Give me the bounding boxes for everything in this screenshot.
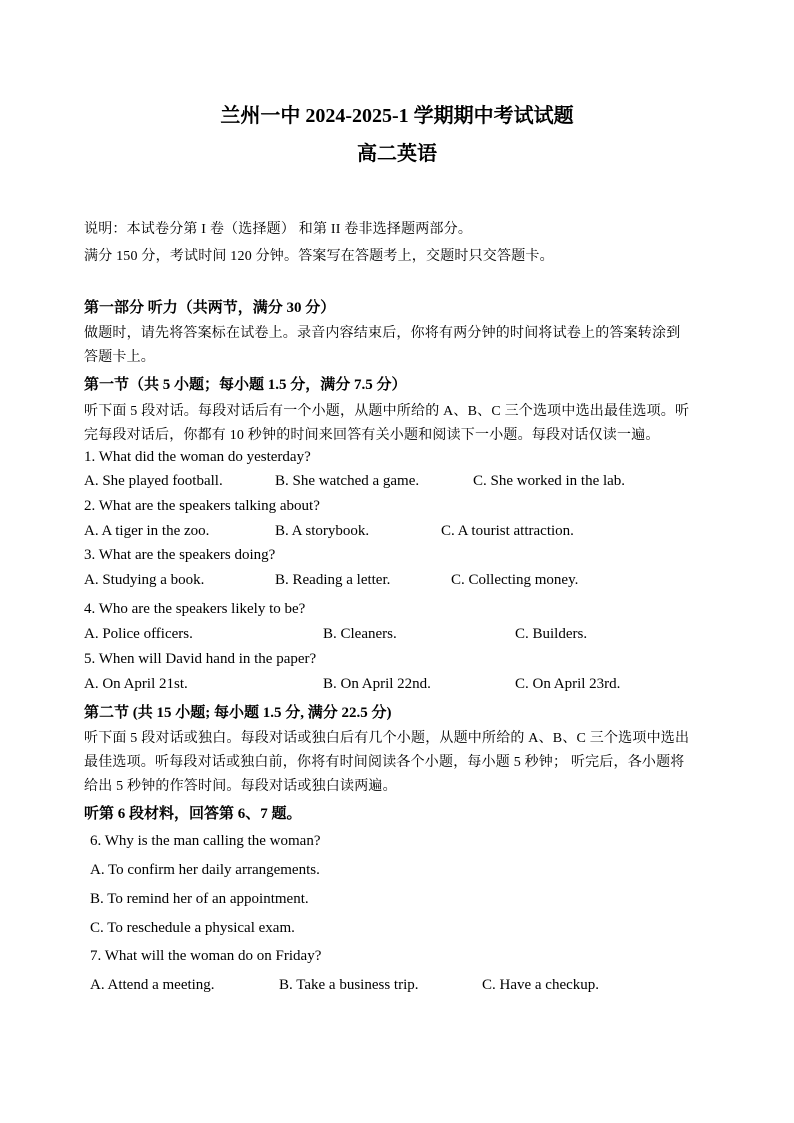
q4-option-c: C. Builders. — [515, 626, 588, 642]
part1-heading: 第一部分 听力（共两节，满分 30 分） — [84, 300, 336, 316]
q1-option-a: A. She played football. — [84, 473, 223, 489]
q2-option-c: C. A tourist attraction. — [441, 523, 574, 539]
q6-option-a: A. To confirm her daily arrangements. — [90, 862, 320, 878]
question-3: 3. What are the speakers doing? — [84, 547, 276, 563]
q3-option-a: A. Studying a book. — [84, 572, 205, 588]
q1-option-c: C. She worked in the lab. — [473, 473, 626, 489]
section2-desc-line-2: 最佳选项。听每段对话或独白前，你将有时间阅读各个小题，每小题 5 秒钟； 听完后，各小题将 — [84, 755, 685, 770]
q3-option-b: B. Reading a letter. — [275, 572, 391, 588]
question-4: 4. Who are the speakers likely to be? — [84, 601, 306, 617]
instruction-line-2: 满分 150 分，考试时间 120 分钟。答案写在答题考上，交题时只交答题卡。 — [84, 249, 554, 264]
q2-option-b: B. A storybook. — [275, 523, 370, 539]
q7-option-b: B. Take a business trip. — [279, 977, 419, 993]
question-5: 5. When will David hand in the paper? — [84, 651, 317, 667]
q5-option-a: A. On April 21st. — [84, 676, 188, 692]
question-2: 2. What are the speakers talking about? — [84, 498, 320, 514]
part1-desc-line-1: 做题时，请先将答案标在试卷上。录音内容结束后，你将有两分钟的时间将试卷上的答案转涂到 — [84, 326, 681, 341]
question-6: 6. Why is the man calling the woman? — [90, 833, 321, 849]
q7-option-c: C. Have a checkup. — [482, 977, 600, 993]
exam-subtitle: 高二英语 — [357, 143, 437, 165]
q1-option-b: B. She watched a game. — [275, 473, 420, 489]
q5-option-b: B. On April 22nd. — [323, 676, 431, 692]
section1-heading: 第一节（共 5 小题；每小题 1.5 分，满分 7.5 分） — [84, 377, 407, 393]
instruction-line-1: 说明：本试卷分第 I 卷（选择题） 和第 II 卷非选择题两部分。 — [84, 222, 473, 237]
section2-heading: 第二节 (共 15 小题; 每小题 1.5 分, 满分 22.5 分) — [84, 705, 392, 721]
section2-desc-line-1: 听下面 5 段对话或独白。每段对话或独白后有几个小题，从题中所给的 A、B、C 三个选项中选出 — [84, 731, 690, 746]
section1-desc-line-2: 完每段对话后，你都有 10 秒钟的时间来回答有关小题和阅读下一小题。每段对话仅读一遍。 — [84, 428, 660, 443]
q6-option-c: C. To reschedule a physical exam. — [90, 920, 295, 936]
question-1: 1. What did the woman do yesterday? — [84, 449, 311, 465]
material-6-heading: 听第 6 段材料，回答第 6、7 题。 — [84, 806, 302, 822]
exam-title: 兰州一中 2024-2025-1 学期期中考试试题 — [220, 105, 574, 127]
q6-option-b: B. To remind her of an appointment. — [90, 891, 309, 907]
section2-desc-line-3: 给出 5 秒钟的作答时间。每段对话或独白读两遍。 — [84, 779, 397, 794]
q3-option-c: C. Collecting money. — [451, 572, 579, 588]
q4-option-a: A. Police officers. — [84, 626, 193, 642]
part1-desc-line-2: 答题卡上。 — [84, 350, 155, 365]
section1-desc-line-1: 听下面 5 段对话。每段对话后有一个小题，从题中所给的 A、B、C 三个选项中选出最佳选项。听 — [84, 404, 690, 419]
question-7: 7. What will the woman do on Friday? — [90, 948, 322, 964]
q5-option-c: C. On April 23rd. — [515, 676, 621, 692]
q7-option-a: A. Attend a meeting. — [90, 977, 215, 993]
q4-option-b: B. Cleaners. — [323, 626, 397, 642]
q2-option-a: A. A tiger in the zoo. — [84, 523, 210, 539]
